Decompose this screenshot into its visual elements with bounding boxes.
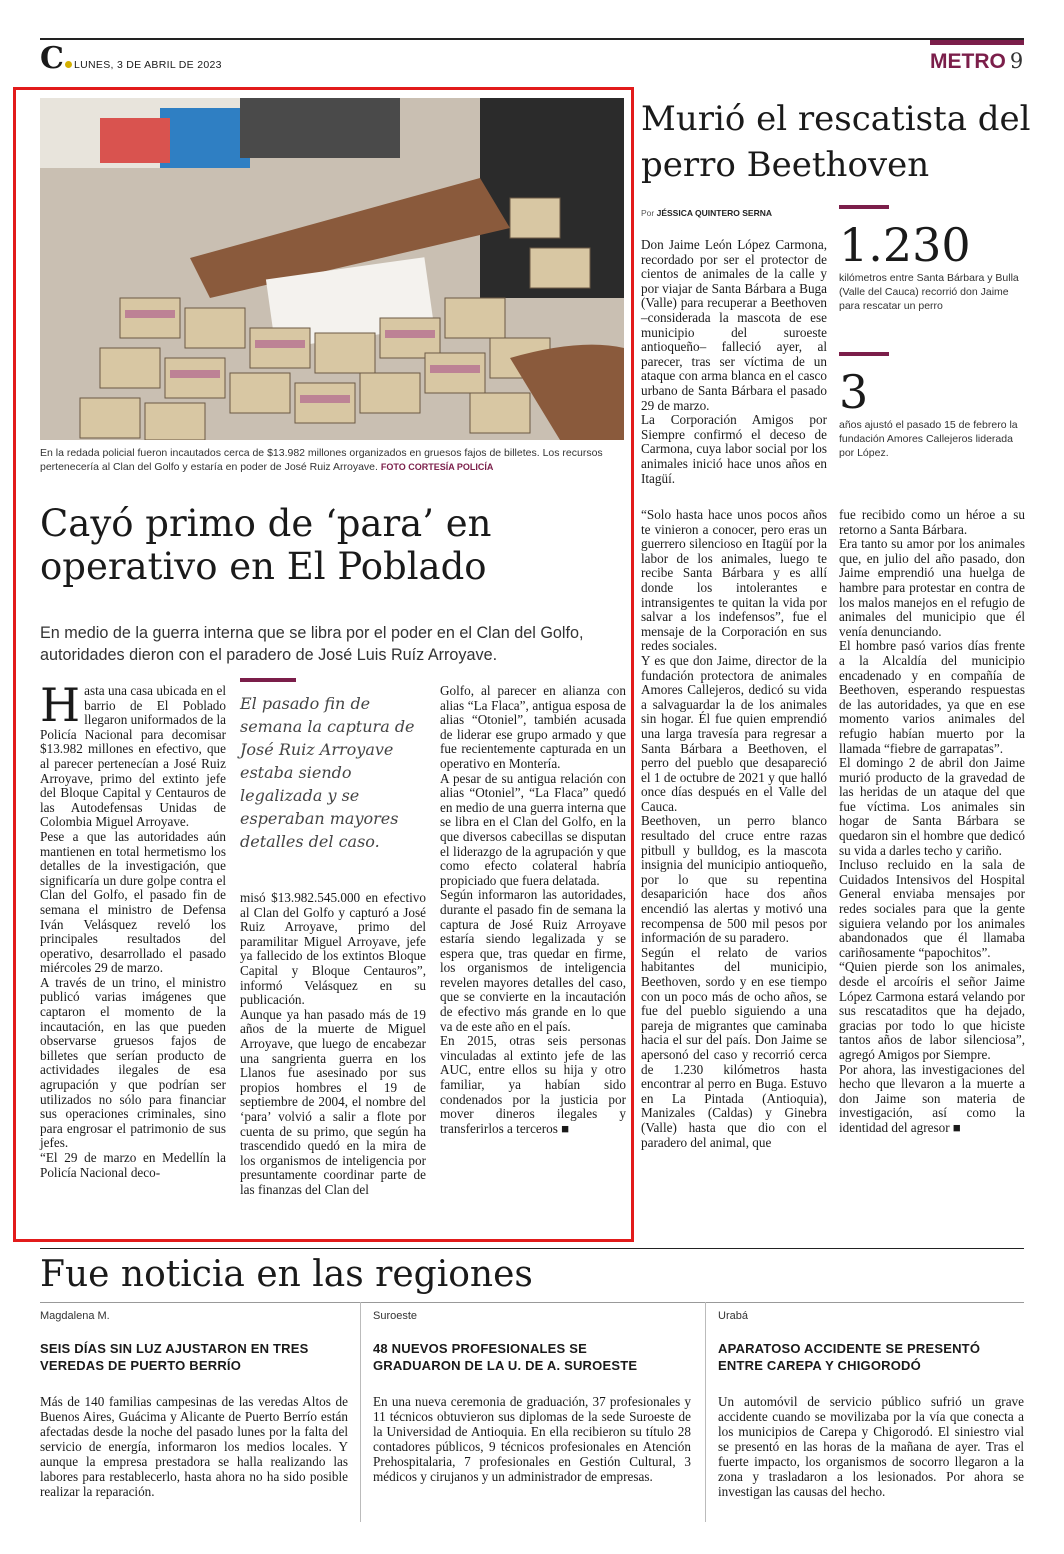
regions-divider: [360, 1302, 361, 1522]
stat-number: 3: [839, 365, 869, 419]
stat-box-1: [839, 205, 1029, 313]
issue-date: LUNES, 3 DE ABRIL DE 2023: [74, 59, 222, 71]
stat-box-2: [839, 352, 1029, 460]
page-number: 9: [1009, 49, 1024, 73]
stat-number: 1.230: [839, 218, 971, 272]
regions-subrule: [40, 1302, 1024, 1303]
main-body-col-3: Golfo, al parecer en alianza con alias “La Flaca”, antigua esposa de alias “Otoniel”, también acusada de liderar ese grupo armado y que fue recientemente capturada en un operativo en Montería. A pesar de su antigua relación con alias “Otoniel”, “La Flaca” quedó en medio de una guerra interna que se libra en el Clan del Golfo, en la que diversos cabecillas se disputan el liderazgo de la agrupación y que como efecto colateral habría propiciado que fuera delatada. Según informaron las autoridades, durante el pasado fin de semana la captura de José Ruiz Arroyave estaría siendo legalizada y se espera que, tras quedar en firme, los organismos de inteligencia revelen mayores detalles del caso, que se convierte en la incautación de efectivo más grande en lo que va de este año en el país. En 2015, otras seis personas vinculadas al extinto jefe de las AUC, entre ellos su hija y otro familiar, ya habían sido condenados por la justicia por mover dineros ilegales y transferirlos a terceros ■: [440, 683, 627, 1136]
region-body: Más de 140 familias campesinas de las veredas Altos de Buenos Aires, Guácima y Alicante de Puerto Berrío están afectadas desde la noche del pasado lunes por la falta del servicio de energía, informaron los medios locales. Y aunque la empresa prestadora se halla realizando las labores para restablecerlo, hasta ahora no ha sido posible realizar la reparación.: [40, 1394, 348, 1499]
newspaper-logo: C: [40, 44, 72, 74]
col1-text: asta una casa ubicada en el barrio de El Poblado llegaron uniformados de la Policía Nacional para decomisar $13.982 millones en efectivo, que al parecer pertenecían a José Ruiz Arroyave, primo del extinto jefe del Bloque Capital y Centauros de las Autodefensas Unidas de Colombia Miguel Arroyave. Pese a que las autoridades aún mantienen en total hermetismo los detalles de la investigación, que significaría un dure golpe contra el Clan del Golfo, el pasado fin de semana el ministro de Defensa Iván Velásquez reveló los principales resultados del operativo, desarrollado el pasado miércoles 29 de marzo. A través de un trino, el ministro publicó varias imágenes que captaron el momento de la incautación, en las que pueden observarse gruesos fajos de billetes que serían producto de actividades ilegales de esa agrupación y que podrían ser utilizados no sólo para financiar sus operaciones criminales, sino para engrosar el patrimonio de sus jefes. “El 29 de marzo en Medellín la Policía Nacional deco-: [40, 683, 226, 1180]
section-name: METRO: [930, 50, 1006, 73]
side-body-col-1-bottom: “Solo hasta hace unos pocos años te vinieron a conocer, pero eras un guerrero silencioso en Itagüí por la labor de los animales, luego te recibe Santa Bárbara y es allí donde los intolerantes e intransigentes te quitan la vida por salvar a los indefensos”, fue el mensaje de la Corporación en sus redes sociales. Y es que don Jaime, director de la fundación protectora de animales Amores Callejeros, dedicó su vida a salvaguardar la de los animales sin hogar. Él fue quien emprendió una larga travesía para regresar a Santa Bárbara a Beethoven, el perro del pueblo que desapareció el 1 de octubre de 2021 y que halló once días después en el Valle del Cauca. Beethoven, un perro blanco resultado del cruce entre razas pitbull y bulldog, es la mascota insignia del municipio antioqueño, por lo que su repentina desaparición hace dos años encendió las alertas y motivó una recompensa de 500 mil pesos por información de su paradero. Según el relato de varios habitantes del municipio, Beethoven, sordo y en ese tiempo con un poco más de ocho años, se fue del pueblo siguiendo a una pareja de migrantes que caminaba hacia el sur del país. Don Jaime se apersonó del caso y recorrió cerca de 1.230 kilómetros hasta encontrar al perro en Buga. Estuvo en La Pintada (Antioquia), Manizales (Caldas) y Ginebra (Valle) hasta que dio con el paradero del animal, que: [641, 507, 827, 1150]
region-name: Suroeste: [373, 1310, 418, 1322]
regions-divider: [705, 1302, 706, 1522]
main-headline: Cayó primo de ‘para’ en operativo en El Poblado: [40, 502, 492, 588]
stat-description: años ajustó el pasado 15 de febrero la fundación Amores Callejeros liderada por López.: [839, 419, 1018, 459]
caption-text: En la redada policial fueron incautados cerca de $13.982 millones organizados en gruesos fajos de billetes. Los recursos pertenecería al Clan del Golfo y estaría en poder de José Ruiz Arroyave.: [40, 447, 603, 473]
stat-bar: [839, 205, 889, 209]
region-headline: APARATOSO ACCIDENTE SE PRESENTÓ ENTRE CAREPA Y CHIGORODÓ: [718, 1341, 981, 1373]
regions-rule: [40, 1248, 1024, 1249]
side-headline: Murió el rescatista del perro Beethoven: [641, 99, 1031, 185]
highlight-box: [13, 87, 634, 1242]
side-byline: Por JÉSSICA QUINTERO SERNA: [641, 208, 773, 218]
region-name: Urabá: [718, 1310, 748, 1322]
side-body-col-1-top: Don Jaime León López Carmona, recordado por ser el protector de cientos de animales de la calle y por viajar de Santa Bárbara a Buga (Valle) para recuperar a Beethoven –considerada la mascota de ese municipio del suroeste antioqueño– falleció ayer, al parecer, tras ser víctima de un ataque con arma blanca en el casco urbano de Santa Bárbara el pasado 29 de marzo. La Corporación Amigos por Siempre confirmó el deceso de Carmona, cuya labor social por los animales inició hace unos años en Itagüí.: [641, 237, 827, 486]
side-body-col-2: fue recibido como un héroe a su retorno a Santa Bárbara. Era tanto su amor por los animales que, en julio del año pasado, don Jaime emprendió una huelga de hambre para protestar en contra de los malos manejos en el refugio de animales del municipio que él venía denunciando. El hombre pasó varios días frente a la Alcaldía del municipio encadenado y en compañía de Beethoven, esperando respuestas de las autoridades, ya que en ese momento varios animales del refugio habían muerto por la llamada “fiebre de garrapatas”. El domingo 2 de abril don Jaime murió producto de la gravedad de las heridas de un ataque del que fue víctima. Los animales sin hogar de Santa Bárbara se quedaron sin el hombre que dedicó su vida a darles techo y cariño. Incluso recluido en la sala de Cuidados Intensivos del Hospital General enviaba mensajes por redes sociales para que la gente siguiera velando por los animales abandonados que él llamaba cariñosamente “papochitos”. “Quien pierde son los animales, desde el arcoíris el señor Jaime López Carmona estará velando por sus rescataditos que ha dejado, gracias por todo lo que hiciste tantos años de labor silenciosa”, agregó Amigos por Siempre. Por ahora, las investigaciones del hecho que llevaron a la muerte a don Jaime son materia de investigación, así como la identidad del agresor ■: [839, 507, 1025, 1135]
region-headline: 48 NUEVOS PROFESIONALES SE GRADUARON DE LA U. DE A. SUROESTE: [373, 1341, 638, 1373]
region-name: Magdalena M.: [40, 1310, 110, 1322]
stat-description: kilómetros entre Santa Bárbara y Bulla (Valle del Cauca) recorrió don Jaime para rescatar un perro: [839, 272, 1019, 312]
main-lede: En medio de la guerra interna que se libra por el poder en el Clan del Golfo, autoridades dieron con el paradero de José Luis Ruíz Arroyave.: [40, 624, 584, 664]
regions-title: Fue noticia en las regiones: [40, 1254, 533, 1295]
header-rule: [40, 38, 1024, 40]
photo-credit: FOTO CORTESÍA POLICÍA: [380, 462, 494, 472]
drop-cap: H: [40, 678, 81, 732]
section-label: [930, 40, 1024, 74]
pull-quote-text: El pasado fin de semana la captura de José Ruiz Arroyave estaba siendo legalizada y se esperaban mayores detalles del caso.: [240, 694, 415, 851]
stat-bar: [839, 352, 889, 356]
section-bar: [930, 40, 1024, 45]
region-headline: SEIS DÍAS SIN LUZ AJUSTARON EN TRES VEREDAS DE PUERTO BERRÍO: [40, 1341, 309, 1373]
region-body: Un automóvil de servicio público sufrió un grave accidente cuando se movilizaba por la vía que conecta a los municipios de Carepa y Chigorodó. El siniestro vial se presentó en las horas de la mañana de ayer. Tras el fuerte impacto, los organismos de socorro llegaron a la zona y trasladaron a los lesionados. Por ahora se investigan las causas del hecho.: [718, 1394, 1024, 1499]
region-body: En una nueva ceremonia de graduación, 37 profesionales y 11 técnicos obtuvieron sus diplomas de la sede Suroeste de la Universidad de Antioquia. En ella recibieron su título 28 contadores públicos, 9 técnicos profesionales en Atención Prehospitalaria, 7 profesionales en Gestión Cultural, 3 médicos y cirujanos y un administrador de empresas.: [373, 1394, 691, 1484]
main-body-col-2: misó $13.982.545.000 en efectivo al Clan del Golfo y capturó a José Ruiz Arroyave, primo del paramilitar Miguel Arroyave, jefe ya fallecido de los extintos Bloque Capital y Bloque Centauros”, informó Velásquez en su publicación. Aunque ya han pasado más de 19 años de la muerte de Miguel Arroyave, que luego de encabezar una sangrienta guerra en los Llanos fue asesinado por sus propios hombres el 19 de septiembre de 2004, el nombre del ‘para’ volvió a salir a flote por cuenta de su primo, que según ha trascendido quedó en la mira de los organismos de inteligencia por presuntamente coordinar parte de las finanzas del Clan del: [240, 890, 426, 1197]
logo-dot-icon: [65, 61, 72, 68]
